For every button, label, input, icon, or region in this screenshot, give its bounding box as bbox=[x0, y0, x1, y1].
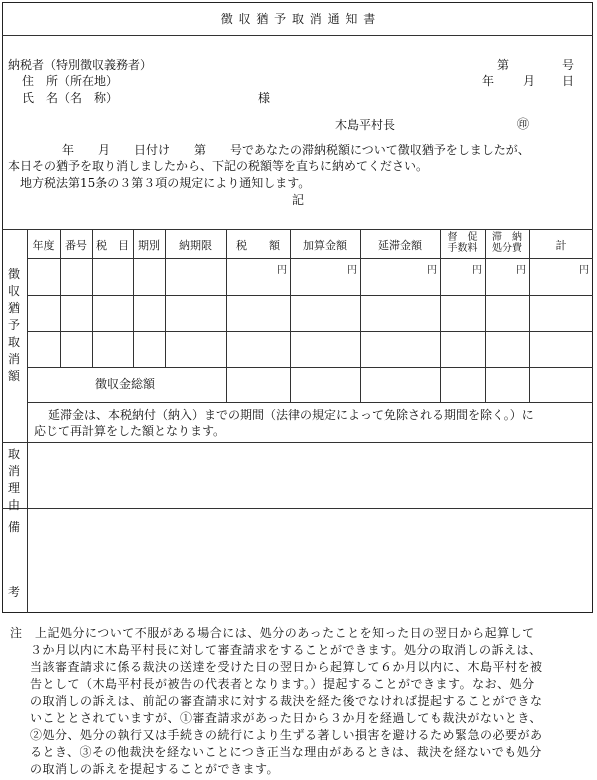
col-header-period: 期別 bbox=[138, 239, 160, 252]
yen-tax-amount: 円 bbox=[277, 265, 287, 276]
side-label-cancel-amount: 徴収猶予取消額 bbox=[7, 267, 20, 383]
footnote-line-5: いこととされていますが、①審査請求があった日から３か月を経過しても裁決がないとき、 bbox=[30, 711, 542, 725]
row-divider-1 bbox=[27, 295, 593, 296]
table-bottom-border bbox=[2, 442, 593, 443]
date-month: 月 bbox=[523, 74, 536, 88]
remarks-label-bottom: 考 bbox=[8, 585, 21, 599]
row-divider-2 bbox=[27, 331, 593, 332]
footnote-line-4: の取消しの訴えは、前記の審査請求に対する裁決を経た後でなければ提起することができな bbox=[30, 694, 543, 708]
yen-surcharge: 円 bbox=[347, 265, 357, 276]
row-divider-3 bbox=[27, 367, 593, 368]
col-line-8 bbox=[440, 229, 441, 402]
col-line-9 bbox=[485, 229, 486, 402]
total-row-divider bbox=[27, 402, 593, 403]
intro-line-1: 年 月 日付け 第 号であなたの滞納税額について徴収猶予をしましたが、 bbox=[62, 143, 530, 157]
footnote-line-7: るとき、③その他裁決を経ないことにつき正当な理由があるときは、裁決を経ないでも処分 bbox=[30, 745, 542, 759]
table-top-border bbox=[2, 229, 593, 230]
total-collection-label: 徴収金総額 bbox=[95, 377, 156, 391]
header-row-divider bbox=[27, 258, 593, 259]
col-header-due-date: 納期限 bbox=[179, 239, 212, 252]
footnote-line-3: 告として（木島平村長が被告の代表者となります。）提起することができます。なお、処分 bbox=[30, 677, 535, 691]
col-header-tax-amount: 税 額 bbox=[236, 239, 280, 252]
col-header-disposal bbox=[485, 232, 529, 254]
ki-marker: 記 bbox=[292, 193, 305, 207]
intro-line-2: 本日その猶予を取り消しましたから、下記の税額等を直ちに納めてください。 bbox=[8, 159, 429, 173]
reason-label: 取消理由 bbox=[7, 447, 20, 512]
side-column-line bbox=[27, 229, 28, 613]
issuer-name: 木島平村長 bbox=[335, 118, 396, 132]
number-suffix: 号 bbox=[562, 58, 575, 72]
delinquency-note-line-1: 延滞金は、本税納付（納入）までの期間（法律の規定によって免除される期間を除く。）に bbox=[48, 408, 534, 422]
intro-line-3: 地方税法第15条の３第３項の規定により通知します。 bbox=[20, 176, 311, 190]
document-title: 徴 収 猶 予 取 消 通 知 書 bbox=[220, 12, 377, 26]
remarks-label-top: 備 bbox=[8, 520, 21, 534]
footnote-line-6: ②処分、処分の執行又は手続きの続行により生ずる著しい損害を避けるため緊急の必要があ bbox=[30, 728, 543, 742]
col-header-disposal-bottom: 処分費 bbox=[492, 243, 522, 254]
footnote-line-2: 当該審査請求に係る裁決の送達を受けた日の翌日から起算して６か月以内に、木島平村を被 bbox=[30, 660, 543, 674]
number-prefix: 第 bbox=[497, 58, 510, 72]
col-header-tax-item: 税 目 bbox=[96, 239, 129, 252]
col-header-fee-bottom: 手数料 bbox=[447, 243, 478, 254]
footnote-lead: 注 上記処分について不服がある場合には、処分のあったことを知った日の翌日から起算して bbox=[10, 626, 535, 640]
name-label: 氏 名（名 称） bbox=[22, 91, 119, 105]
col-header-number: 番号 bbox=[65, 239, 87, 252]
yen-delinquency: 円 bbox=[427, 265, 437, 276]
col-line-5 bbox=[226, 229, 227, 402]
footnote-line-8: の取消しの訴えを提起することができます。 bbox=[30, 762, 280, 776]
col-header-disposal-top: 滞 納 bbox=[492, 232, 522, 243]
col-line-7 bbox=[360, 229, 361, 402]
title-divider bbox=[2, 35, 593, 36]
taxpayer-label: 納税者（特別徴収義務者） bbox=[8, 58, 153, 72]
col-header-fee bbox=[440, 232, 485, 254]
col-line-6 bbox=[290, 229, 291, 402]
col-header-total: 計 bbox=[555, 239, 567, 252]
yen-fee: 円 bbox=[472, 265, 482, 276]
col-header-delinquency: 延滞金額 bbox=[378, 239, 422, 252]
col-header-year: 年度 bbox=[32, 239, 55, 252]
col-line-10 bbox=[529, 229, 530, 402]
honorific: 様 bbox=[258, 91, 271, 105]
footnote-line-1: ３か月以内に木島平村長に対して審査請求をすることができます。処分の取消しの訴えは、 bbox=[30, 643, 542, 657]
address-label: 住 所（所在地） bbox=[22, 74, 119, 88]
reason-bottom-border bbox=[2, 508, 593, 509]
date-year: 年 bbox=[482, 74, 495, 88]
col-header-surcharge: 加算金額 bbox=[303, 239, 347, 252]
col-header-fee-top: 督 促 bbox=[447, 232, 478, 243]
seal-mark: ㊞ bbox=[517, 117, 530, 131]
date-day: 日 bbox=[562, 74, 575, 88]
delinquency-note-line-2: 応じて再計算をした額となります。 bbox=[34, 424, 226, 438]
yen-total: 円 bbox=[579, 265, 589, 276]
yen-disposal: 円 bbox=[516, 265, 526, 276]
